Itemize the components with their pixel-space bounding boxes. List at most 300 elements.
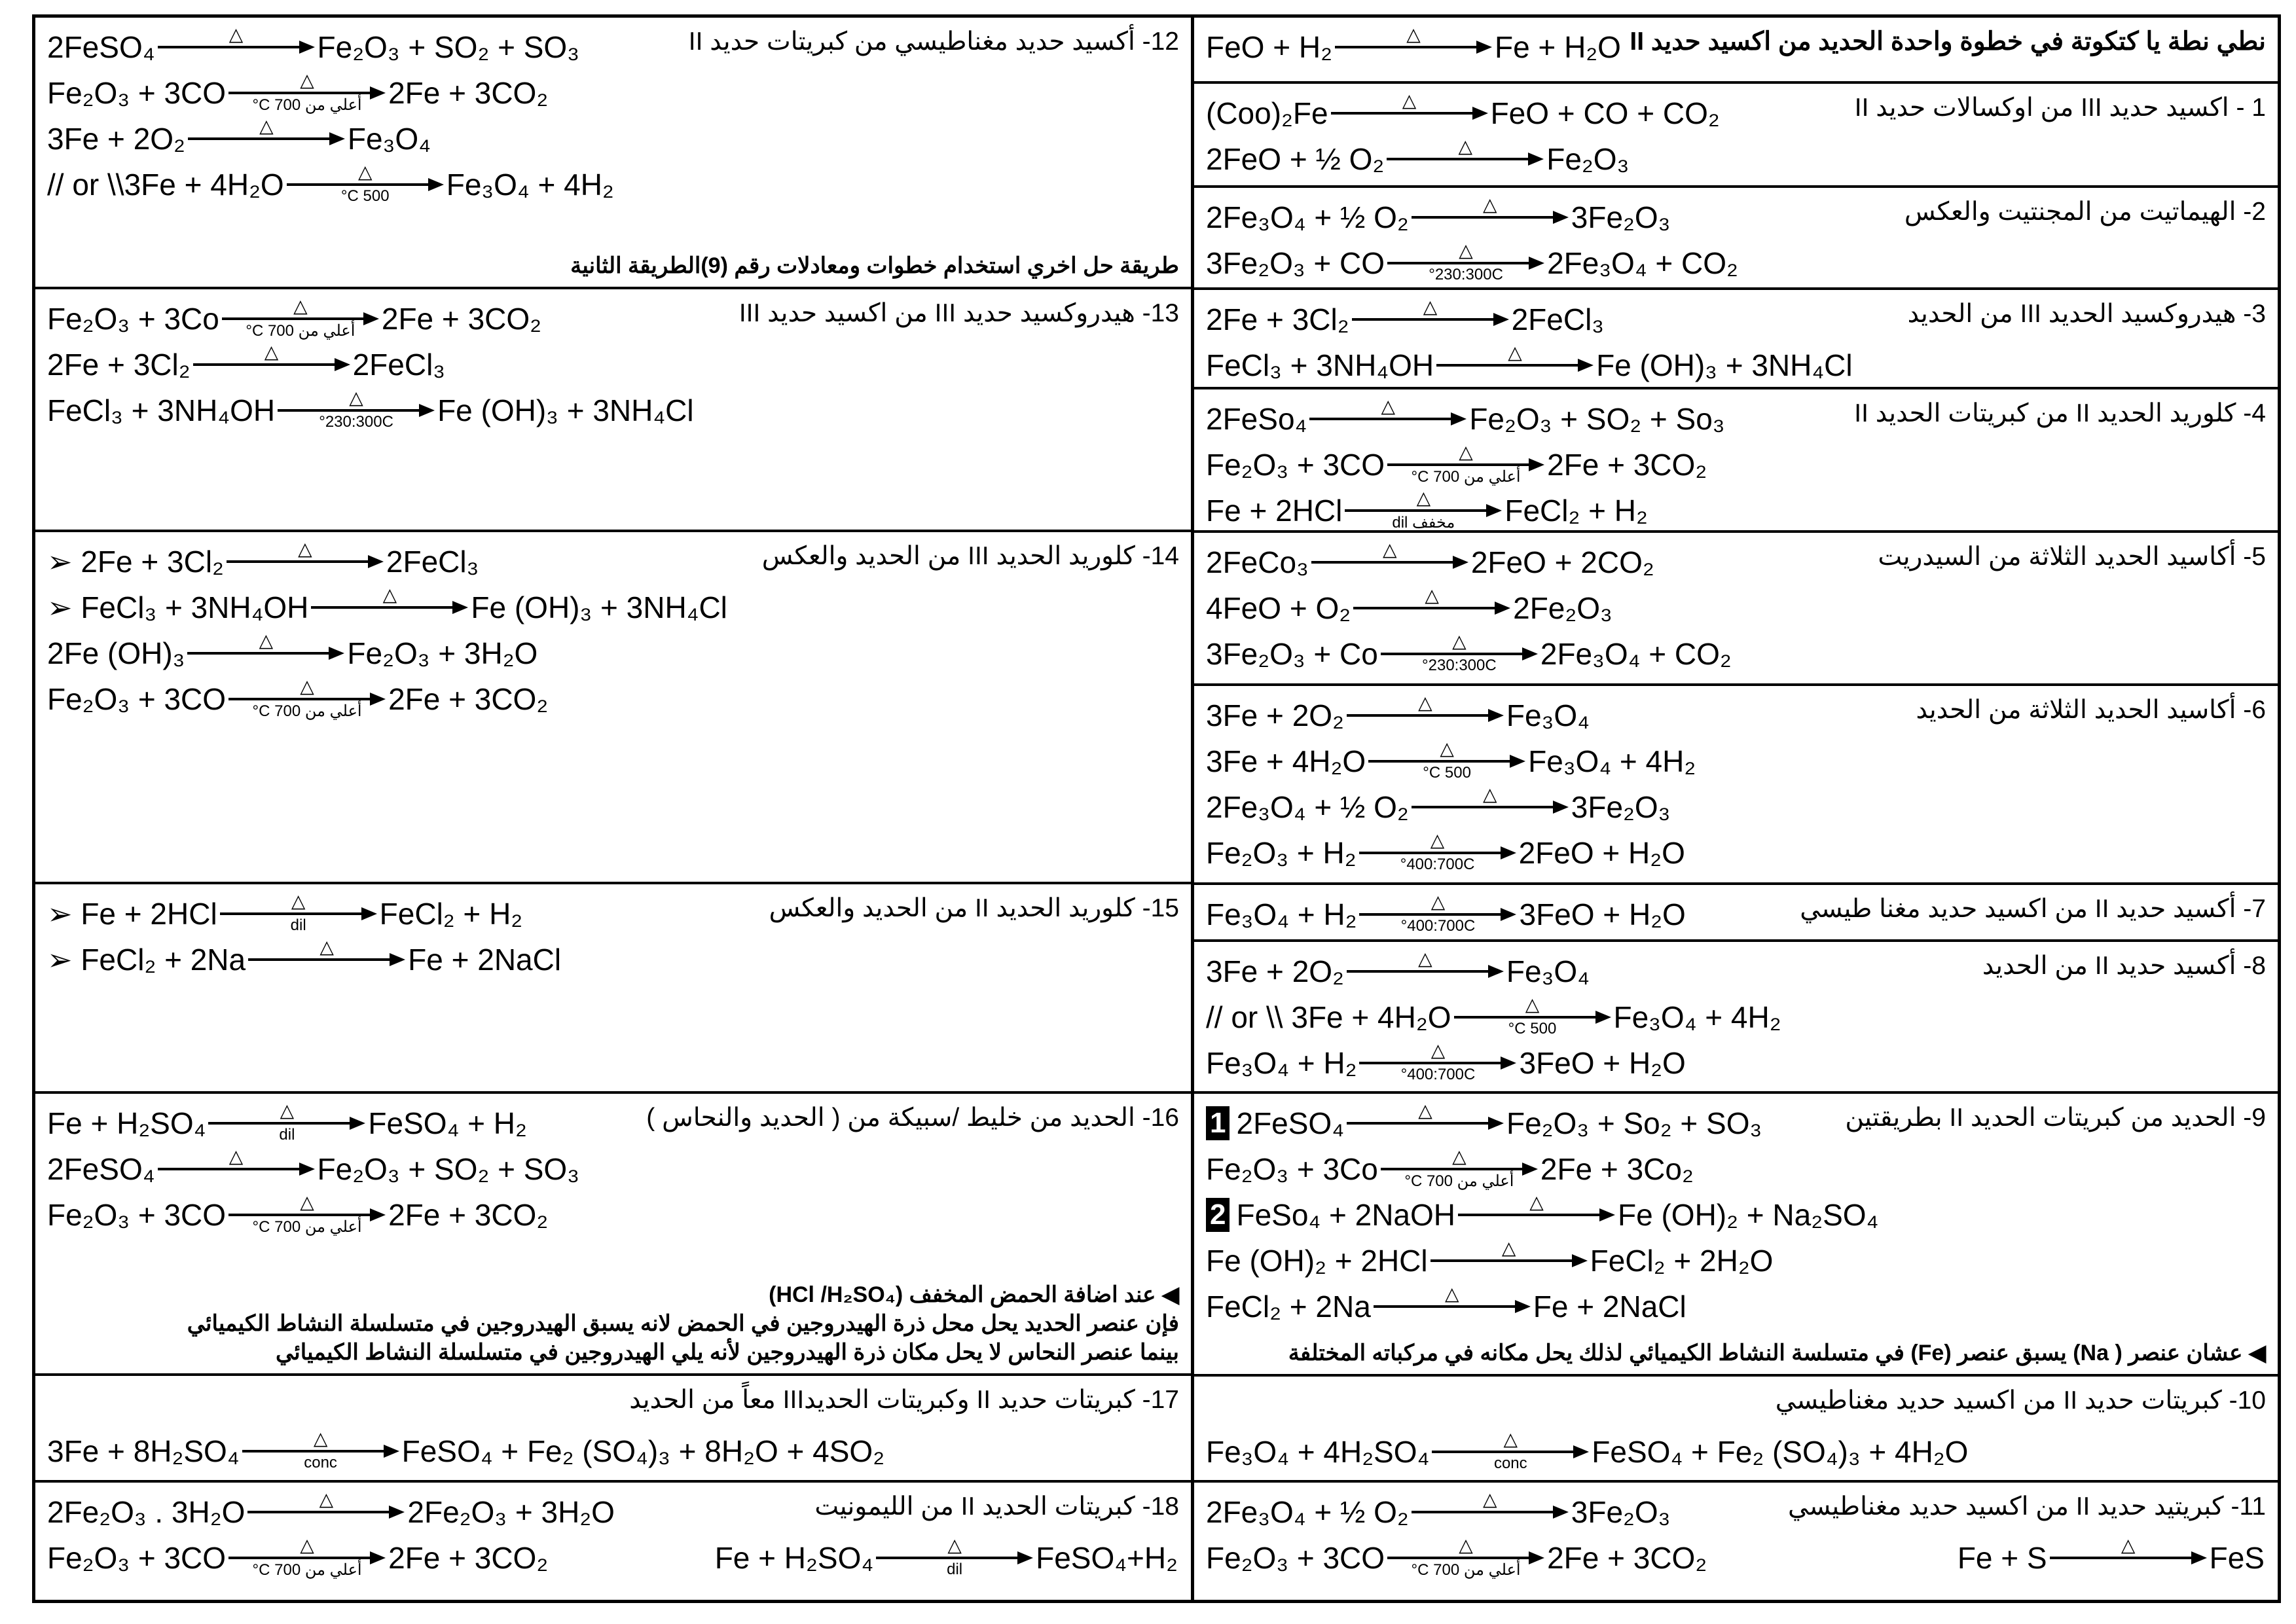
heat-triangle-icon: △ xyxy=(357,162,373,182)
side-equation xyxy=(1958,1535,2265,1581)
reactants: Fe₂O₃ + 3CO xyxy=(1206,1541,1385,1576)
reaction-condition: dil xyxy=(279,1125,295,1144)
arrow-line xyxy=(1436,364,1580,367)
reactants: FeO + H₂ xyxy=(1206,30,1332,64)
arrow-line xyxy=(220,912,364,915)
heat-triangle-icon: △ xyxy=(1482,784,1497,805)
arrow-line xyxy=(1359,913,1503,916)
products: Fe + 2NaCl xyxy=(1533,1290,1686,1324)
heat-triangle-icon: △ xyxy=(264,342,279,363)
arrow-line xyxy=(1368,760,1512,763)
reaction-arrow xyxy=(1368,740,1525,782)
products: Fe₂O₃ + 3H₂O xyxy=(347,636,538,671)
reactants: Fe + H₂SO₄ xyxy=(714,1541,874,1576)
equation xyxy=(1206,892,1686,937)
arrow-line xyxy=(158,1168,302,1170)
reactants: Fe₃O₄ + H₂ xyxy=(1206,1045,1357,1080)
arrow-line xyxy=(1335,46,1479,48)
arrow-line xyxy=(1412,216,1556,219)
equation xyxy=(1958,1535,2265,1581)
reaction-condition: أعلي من 700 C° xyxy=(1404,1172,1514,1191)
equation-list xyxy=(1206,1429,1968,1475)
heat-triangle-icon: △ xyxy=(300,1191,314,1212)
reaction-arrow xyxy=(187,632,344,674)
reaction-arrow xyxy=(1331,92,1488,134)
equation xyxy=(1206,1535,1707,1581)
equation xyxy=(47,388,694,433)
equation xyxy=(47,585,727,630)
method-number-badge: 1 xyxy=(1206,1106,1230,1140)
products: 2FeCl₃ xyxy=(352,348,446,382)
reaction-cell xyxy=(1194,389,2278,533)
right-column xyxy=(1194,18,2278,1600)
reaction-arrow xyxy=(1430,1240,1588,1282)
products: 2Fe₃O₄ + CO₂ xyxy=(1547,245,1738,280)
reaction-condition: أعلي من 700 C° xyxy=(246,322,355,340)
equation-list xyxy=(1206,948,1781,1086)
arrow-line xyxy=(1381,1168,1525,1170)
equation xyxy=(1206,994,1781,1040)
products: FeS xyxy=(2209,1541,2265,1576)
reaction-cell xyxy=(1194,942,2278,1094)
heat-triangle-icon: △ xyxy=(1482,1489,1497,1510)
reaction-arrow xyxy=(1335,26,1492,68)
reaction-arrow xyxy=(1311,541,1468,583)
equation xyxy=(47,630,727,676)
equation xyxy=(1206,1100,1878,1146)
equation xyxy=(47,1192,579,1238)
arrow-line xyxy=(228,1557,373,1559)
reaction-cell xyxy=(35,289,1191,532)
cell-title: 8- أكسيد حديد II من الحديد xyxy=(1982,951,2266,980)
products: Fe (OH)₃ + 3NH₄Cl xyxy=(471,590,727,625)
reactants: 3Fe₂O₃ + CO xyxy=(1206,245,1385,280)
reaction-condition: أعلي من 700 C° xyxy=(252,1218,362,1236)
equation-list xyxy=(47,1428,884,1474)
equation xyxy=(1206,1284,1878,1329)
reaction-cell xyxy=(1194,1094,2278,1376)
equation xyxy=(1206,631,1732,677)
arrow-line xyxy=(311,606,455,609)
products: FeSO₄ + Fe₂ (SO₄)₃ + 4H₂O xyxy=(1592,1434,1969,1469)
heat-triangle-icon: △ xyxy=(300,676,314,697)
reactants: Fe₂O₃ + 3CO xyxy=(1206,448,1385,482)
products: 3FeO + H₂O xyxy=(1519,1045,1686,1080)
reaction-arrow xyxy=(1353,587,1510,629)
reactants: (Coo)₂Fe xyxy=(1206,96,1328,130)
arrow-line xyxy=(278,409,422,412)
cell-title: 5- أكاسيد الحديد الثلاثة من السيدريت xyxy=(1878,542,2266,571)
cell-notes xyxy=(1288,1339,2266,1367)
reaction-arrow xyxy=(1347,950,1504,992)
products: Fe₂O₃ + So₂ + SO₃ xyxy=(1506,1106,1762,1141)
products: 2FeCl₃ xyxy=(386,545,479,579)
heat-triangle-icon: △ xyxy=(349,388,363,408)
heat-triangle-icon: △ xyxy=(280,1100,295,1121)
heat-triangle-icon: △ xyxy=(1503,1428,1518,1449)
products: FeCl₂ + H₂ xyxy=(1504,494,1648,528)
equation xyxy=(1206,830,1696,876)
reaction-cell xyxy=(35,532,1191,884)
equation xyxy=(1206,194,1738,240)
equation xyxy=(1206,693,1696,738)
reaction-arrow xyxy=(311,586,468,628)
reaction-cell xyxy=(1194,533,2278,687)
reaction-arrow xyxy=(158,1148,315,1190)
reaction-arrow xyxy=(188,118,345,160)
equation xyxy=(1206,539,1732,585)
reaction-arrow xyxy=(1345,490,1502,532)
reaction-arrow xyxy=(1374,1286,1531,1327)
heat-triangle-icon: △ xyxy=(1425,585,1439,605)
equation xyxy=(1206,1489,1707,1535)
cell-title: 17- كبريتات حديد II وكبريتات الحديدIII معاً من الحديد xyxy=(629,1386,1179,1415)
reaction-arrow xyxy=(1412,196,1569,238)
products: Fe₂O₃ + SO₂ + SO₃ xyxy=(317,1151,579,1186)
reaction-condition: 400:700C° xyxy=(1400,1065,1476,1083)
reaction-arrow xyxy=(208,1102,365,1144)
reactants: 3Fe + 4H₂O xyxy=(1206,744,1366,779)
reactants: 2Fe (OH)₃ xyxy=(47,636,185,671)
reactants: 3Fe + 2O₂ xyxy=(1206,698,1344,733)
equation xyxy=(47,891,561,937)
heat-triangle-icon: △ xyxy=(259,116,274,136)
heat-triangle-icon: △ xyxy=(1459,1535,1473,1556)
cell-title: 14- كلوريد الحديد III من الحديد والعكس xyxy=(761,542,1179,571)
arrow-line xyxy=(2050,1557,2194,1559)
products: FeSO₄ + H₂ xyxy=(368,1106,527,1140)
products: 2Fe + 3CO₂ xyxy=(388,76,549,110)
arrow-line xyxy=(208,1122,352,1125)
cell-title: 11- كبريتيد حديد II من اكسيد حديد مغناطيسي xyxy=(1787,1492,2266,1521)
arrow-line xyxy=(1345,509,1489,512)
equation xyxy=(1206,1146,1878,1192)
reactants: Fe (OH)₂ + 2HCl xyxy=(1206,1244,1428,1278)
equation-list xyxy=(1206,1100,1878,1329)
heat-triangle-icon: △ xyxy=(1452,1146,1467,1167)
reactants: Fe + S xyxy=(1957,1541,2047,1576)
equation xyxy=(715,1535,1178,1581)
products: Fe (OH)₃ + 3NH₄Cl xyxy=(1596,348,1853,383)
heat-triangle-icon: △ xyxy=(1381,396,1396,417)
equation xyxy=(1206,585,1732,631)
reaction-condition: conc xyxy=(304,1454,337,1472)
equation xyxy=(47,342,694,388)
heat-triangle-icon: △ xyxy=(259,630,274,651)
equation-list xyxy=(1206,297,1853,388)
reactants: FeCl₂ + 2Na xyxy=(1206,1290,1371,1324)
reactants: 3Fe₂O₃ + Co xyxy=(1206,636,1378,671)
arrow-line xyxy=(1331,112,1475,115)
products: Fe₂O₃ xyxy=(1546,141,1630,176)
heat-triangle-icon: △ xyxy=(1529,1192,1544,1213)
products: Fe₃O₄ + 4H₂ xyxy=(446,168,614,202)
reactants: Fe₂O₃ + 3Co xyxy=(1206,1152,1378,1187)
heat-triangle-icon: △ xyxy=(1430,891,1446,912)
heat-triangle-icon: △ xyxy=(291,891,306,912)
heat-triangle-icon: △ xyxy=(382,585,397,605)
heat-triangle-icon: △ xyxy=(228,1146,244,1166)
arrow-line xyxy=(1359,852,1503,854)
reactants: Fe₂O₃ + H₂ xyxy=(1206,836,1357,871)
equation xyxy=(1206,948,1781,994)
arrow-line xyxy=(876,1557,1020,1559)
heat-triangle-icon: △ xyxy=(1525,994,1540,1015)
heat-triangle-icon: △ xyxy=(1440,738,1454,759)
reactants: Fe₂O₃ + 3CO xyxy=(47,1541,227,1576)
heat-triangle-icon: △ xyxy=(1459,240,1473,261)
reactants: 3Fe + 2O₂ xyxy=(47,122,185,156)
equation xyxy=(47,24,614,70)
equation-list xyxy=(47,1489,615,1581)
reaction-arrow xyxy=(1458,1194,1615,1236)
reaction-arrow xyxy=(228,1191,386,1236)
reaction-arrow xyxy=(1432,1428,1589,1473)
heat-triangle-icon: △ xyxy=(298,539,312,560)
products: 2Fe₂O₃ + 3H₂O xyxy=(407,1495,615,1530)
heat-triangle-icon: △ xyxy=(1452,630,1467,651)
arrow-line xyxy=(227,560,371,563)
equation-list xyxy=(1206,693,1696,876)
equation xyxy=(47,1428,884,1474)
equation xyxy=(47,539,727,585)
products: 2Fe₂O₃ xyxy=(1513,590,1613,625)
reaction-cell xyxy=(1194,188,2278,291)
heat-triangle-icon: △ xyxy=(319,1489,334,1510)
reactants: FeSo₄ + 2NaOH xyxy=(1236,1198,1456,1233)
reactants: ➢ 2Fe + 3Cl₂ xyxy=(47,545,224,579)
reaction-arrow xyxy=(228,678,386,720)
equation-list xyxy=(47,891,561,983)
products: 2Fe + 3CO₂ xyxy=(1547,1541,1707,1576)
reaction-condition: أعلي من 700 C° xyxy=(252,96,362,114)
heat-triangle-icon: △ xyxy=(1445,1284,1459,1305)
reactants: 2FeSO₄ xyxy=(47,30,155,64)
arrow-line xyxy=(187,652,331,655)
reaction-arrow xyxy=(1347,1102,1504,1144)
reaction-arrow xyxy=(1381,630,1538,675)
reaction-cell xyxy=(1194,1377,2278,1483)
products: FeSO₄+H₂ xyxy=(1036,1541,1178,1576)
note-line: ◀ عشان عنصر ( Na) يسبق عنصر (Fe) في متسلسة النشاط الكيميائي لذلك يحل مكانه في مركباته المختلفة xyxy=(1288,1340,2266,1365)
heat-triangle-icon: △ xyxy=(2121,1535,2136,1556)
equation xyxy=(1206,784,1696,830)
equation-list xyxy=(1206,892,1686,937)
note-line: فإن عنصر الحديد يحل محل ذرة الهيدروجين في الحمض لانه يسبق الهيدروجين في متسلسلة النشاط الكيميائي xyxy=(187,1311,1179,1337)
equation xyxy=(47,1146,579,1192)
arrow-line xyxy=(222,317,366,320)
heat-triangle-icon: △ xyxy=(1418,1100,1432,1121)
reactants: 3Fe + 2O₂ xyxy=(1206,954,1344,988)
reaction-arrow xyxy=(1359,832,1516,874)
equation xyxy=(47,116,614,162)
cell-title: 7- أكسيد حديد II من اكسيد حديد مغنا طيسي xyxy=(1800,894,2266,923)
products: 3Fe₂O₃ xyxy=(1571,200,1671,234)
equation xyxy=(1206,1192,1878,1238)
reaction-arrow xyxy=(228,1537,386,1579)
reaction-arrow xyxy=(220,893,377,935)
reactants: 2FeCo₃ xyxy=(1206,545,1309,579)
reactants: // or \\3Fe + 4H₂O xyxy=(47,168,284,202)
reaction-cell xyxy=(35,1483,1191,1600)
reaction-arrow xyxy=(227,541,384,583)
equation-list xyxy=(1206,90,1720,182)
cell-title: 18- كبريتات الحديد II من الليمونيت xyxy=(814,1492,1179,1521)
heat-triangle-icon: △ xyxy=(1402,90,1417,111)
equation xyxy=(1206,297,1853,342)
heat-triangle-icon: △ xyxy=(319,937,334,958)
products: 3Fe₂O₃ xyxy=(1571,790,1671,825)
equation xyxy=(1206,1040,1781,1086)
reaction-condition: أعلي من 700 C° xyxy=(252,702,362,721)
reaction-condition: conc xyxy=(1493,1454,1527,1472)
heat-triangle-icon: △ xyxy=(1501,1238,1516,1259)
arrow-line xyxy=(1458,1214,1602,1216)
reactants: Fe + H₂SO₄ xyxy=(47,1106,206,1140)
reactants: Fe₂O₃ + 3CO xyxy=(47,76,227,110)
arrow-line xyxy=(228,1214,373,1216)
heat-triangle-icon: △ xyxy=(1418,693,1432,713)
cell-title: 15- كلوريد الحديد II من الحديد والعكس xyxy=(769,894,1179,923)
equation-list xyxy=(47,539,727,722)
arrow-line xyxy=(1309,418,1453,420)
cell-title: 2- الهيماتيت من المجنتيت والعكس xyxy=(1904,197,2266,226)
heat-triangle-icon: △ xyxy=(1430,1039,1446,1060)
products: Fe₃O₄ + 4H₂ xyxy=(1528,744,1696,779)
equation xyxy=(1206,240,1738,286)
heat-triangle-icon: △ xyxy=(1482,194,1497,215)
cell-title: 16- الحديد من خليط /سبيكة من ( الحديد والنحاس ) xyxy=(646,1103,1179,1132)
reaction-arrow xyxy=(1359,893,1516,935)
reactants: Fe₂O₃ + 3Co xyxy=(47,302,219,336)
equation xyxy=(1206,738,1696,784)
reactants: 4FeO + O₂ xyxy=(1206,590,1351,625)
equation-list xyxy=(1206,396,1725,533)
arrow-line xyxy=(1454,1016,1598,1019)
reaction-arrow xyxy=(1436,344,1594,386)
reaction-arrow xyxy=(278,389,435,431)
arrow-line xyxy=(1387,262,1531,264)
products: FeCl₂ + 2H₂O xyxy=(1590,1244,1774,1278)
heat-triangle-icon: △ xyxy=(1458,135,1473,156)
products: Fe₃O₄ xyxy=(1506,954,1590,988)
products: 2Fe + 3CO₂ xyxy=(388,1541,549,1576)
reaction-cell xyxy=(35,1094,1191,1376)
reactants: 2FeO + ½ O₂ xyxy=(1206,141,1385,176)
heat-triangle-icon: △ xyxy=(1508,342,1522,363)
equation xyxy=(47,937,561,983)
products: Fe₃O₄ + 4H₂ xyxy=(1613,1000,1781,1034)
reaction-arrow xyxy=(876,1537,1033,1579)
arrow-line xyxy=(287,183,431,186)
reactants: 2Fe₃O₄ + ½ O₂ xyxy=(1206,1495,1409,1530)
reaction-condition: 400:700C° xyxy=(1400,916,1476,935)
reaction-condition: أعلي من 700 C° xyxy=(1411,1561,1521,1579)
arrow-line xyxy=(1352,318,1496,321)
products: FeO + CO + CO₂ xyxy=(1490,96,1720,130)
equation-list xyxy=(47,24,614,208)
heat-triangle-icon: △ xyxy=(1459,442,1473,463)
reaction-arrow xyxy=(242,1430,399,1472)
reaction-arrow xyxy=(1352,298,1509,340)
arrow-line xyxy=(1387,1557,1531,1559)
products: Fe (OH)₂ + Na₂SO₄ xyxy=(1618,1198,1879,1233)
equation xyxy=(47,70,614,116)
reaction-condition: 400:700C° xyxy=(1400,856,1475,874)
arrow-line xyxy=(1412,1511,1556,1513)
products: Fe₂O₃ + SO₂ + SO₃ xyxy=(317,30,579,64)
arrow-line xyxy=(1387,463,1531,466)
reaction-cell xyxy=(1194,1483,2278,1600)
reaction-arrow xyxy=(1387,1537,1544,1579)
products: 3FeO + H₂O xyxy=(1519,897,1686,931)
products: FeSO₄ + Fe₂ (SO₄)₃ + 8H₂O + 4SO₂ xyxy=(401,1434,885,1469)
arrow-line xyxy=(1374,1305,1518,1308)
reaction-cell xyxy=(35,18,1191,289)
heat-triangle-icon: △ xyxy=(293,296,308,317)
arrow-line xyxy=(1311,561,1455,564)
note-line: بينما عنصر النحاس لا يحل مكان ذرة الهيدروجين لأنه يلي الهيدروجين في متسلسلة النشاط الكيميائي xyxy=(275,1340,1179,1365)
heat-triangle-icon: △ xyxy=(1430,830,1445,851)
reactants: Fe₃O₄ + H₂ xyxy=(1206,897,1357,931)
reaction-condition: 500 C° xyxy=(1423,764,1471,782)
reactants: 2Fe₃O₄ + ½ O₂ xyxy=(1206,790,1409,825)
equation-list xyxy=(1206,1489,1707,1581)
reactants: Fe₃O₄ + 4H₂SO₄ xyxy=(1206,1434,1430,1469)
reaction-cell xyxy=(35,884,1191,1094)
reaction-arrow xyxy=(1387,444,1544,486)
products: Fe + H₂O xyxy=(1494,30,1621,64)
cell-notes xyxy=(570,251,1179,280)
reaction-condition: 230:300C° xyxy=(319,413,393,431)
products: 2Fe + 3CO₂ xyxy=(388,1197,549,1232)
left-column xyxy=(35,18,1194,1600)
reactants: // or \\ 3Fe + 4H₂O xyxy=(1206,1000,1451,1034)
equation xyxy=(47,162,614,208)
note-line: ◀ عند اضافة الحمض المخفف (HCl /H₂SO₄) xyxy=(769,1282,1179,1308)
arrow-line xyxy=(1381,653,1525,655)
arrow-line xyxy=(1347,970,1491,973)
reaction-arrow xyxy=(228,72,386,114)
reaction-arrow xyxy=(2050,1537,2207,1579)
equation xyxy=(1206,488,1725,533)
reaction-arrow xyxy=(222,298,379,340)
equation-list xyxy=(47,296,694,433)
equation xyxy=(1206,396,1725,442)
cell-title: نطي نطة يا كتكوتة في خطوة واحدة الحديد من اكسيد حديد II xyxy=(1630,27,2266,56)
products: 2Fe + 3CO₂ xyxy=(381,302,542,336)
products: 3Fe₂O₃ xyxy=(1571,1495,1671,1530)
reaction-condition: dil xyxy=(947,1561,963,1579)
reactants: Fe₂O₃ + 3CO xyxy=(47,1197,227,1232)
products: 2FeCl₃ xyxy=(1511,302,1605,337)
heat-triangle-icon: △ xyxy=(228,24,244,45)
reactants: FeCl₃ + 3NH₄OH xyxy=(47,393,276,428)
equation xyxy=(47,1535,615,1581)
reactants: 2Fe₂O₃ . 3H₂O xyxy=(47,1495,246,1530)
reaction-cell xyxy=(1194,290,2278,389)
reactants: Fe₂O₃ + 3CO xyxy=(47,682,227,717)
equation xyxy=(47,1489,615,1535)
arrow-line xyxy=(228,92,373,94)
reaction-condition: 500 C° xyxy=(1508,1019,1557,1038)
equation-list xyxy=(1206,194,1738,286)
equation xyxy=(47,296,694,342)
equation-list xyxy=(1206,24,1621,70)
heat-triangle-icon: △ xyxy=(300,1535,314,1556)
reaction-condition: 500 C° xyxy=(340,187,390,205)
products: 2FeO + H₂O xyxy=(1518,836,1685,871)
